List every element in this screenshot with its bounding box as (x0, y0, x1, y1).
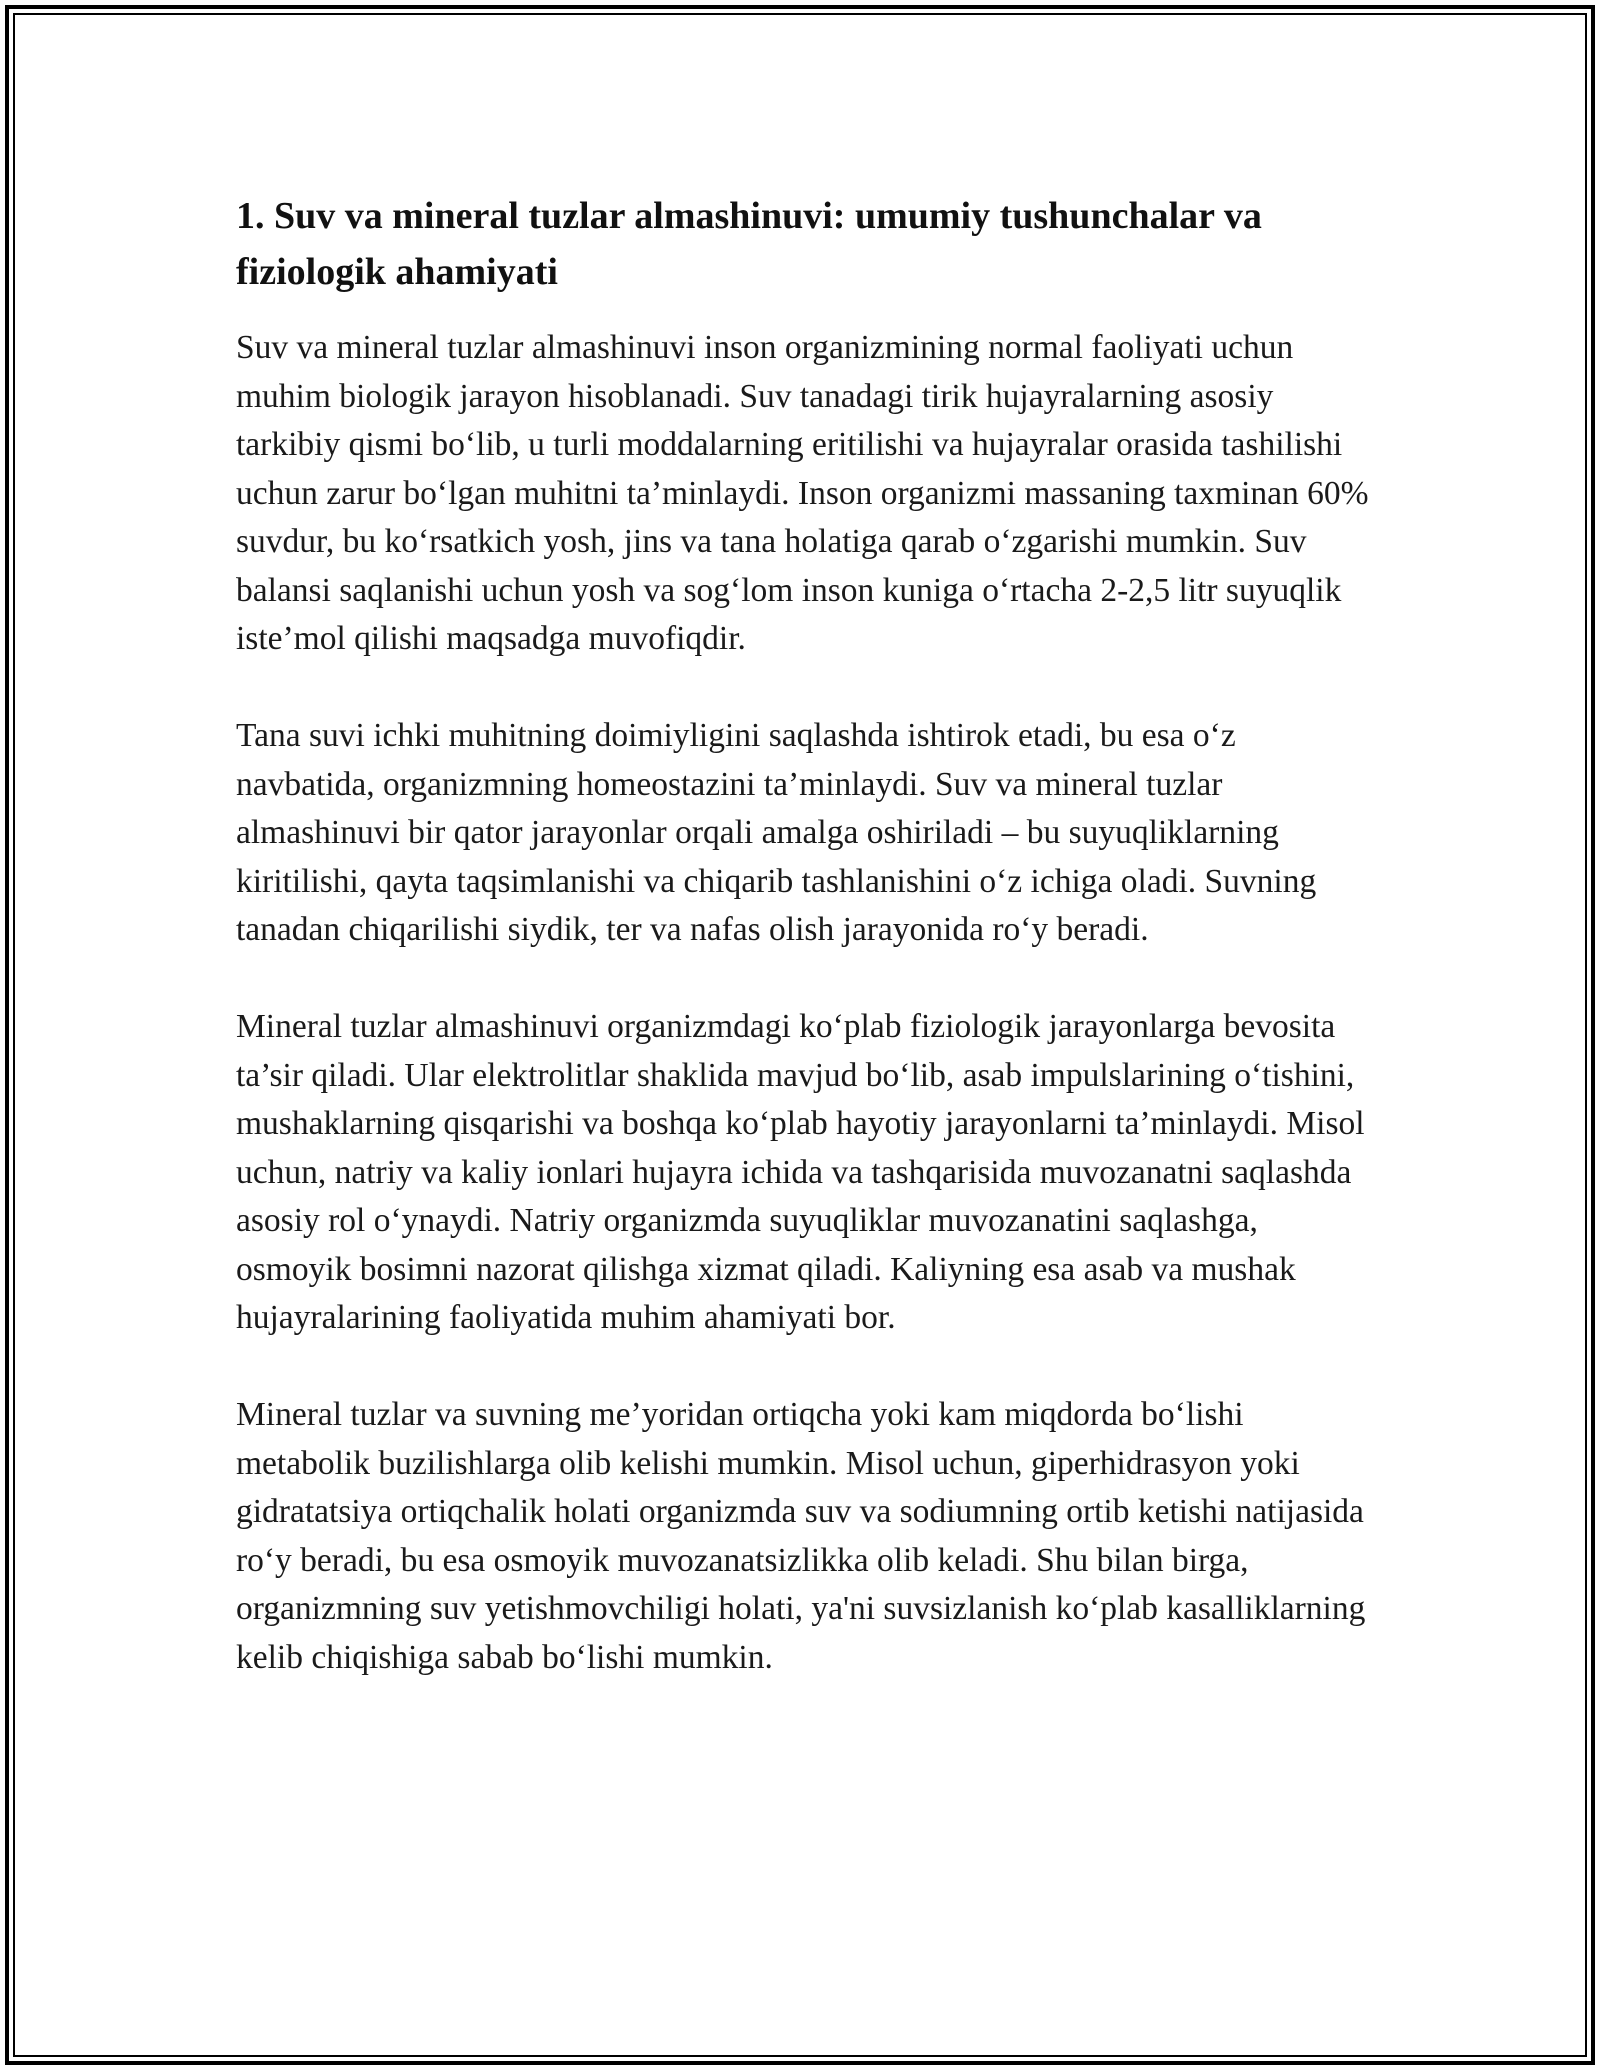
section-heading: 1. Suv va mineral tuzlar almashinuvi: umumiy tushunchalar va fiziologik ahamiyati (236, 195, 1262, 293)
paragraph-4: Mineral tuzlar va suvning me’yoridan ortiqcha yoki kam miqdorda bo‘lishi metabolik buzilishlarga olib kelishi mumkin. Misol uchun, giperhidrasyon yoki gidratatsiya ortiqchalik holati organizmda suv va sodiumning ortib ketishi natijasida ro‘y beradi, bu esa osmoyik muvozanatsizlikka olib keladi. Shu bilan birga, organizmning suv yetishmovchiligi holati, ya'ni suvsizlanish ko‘plab kasalliklarning kelib chiqishiga sabab bo‘lishi mumkin. (236, 1396, 1366, 1676)
document-body (236, 188, 1376, 1731)
paragraph-1: Suv va mineral tuzlar almashinuvi inson organizmining normal faoliyati uchun muhim biologik jarayon hisoblanadi. Suv tanadagi tirik hujayralarning asosiy tarkibiy qismi bo‘lib, u turli moddalarning eritilishi va hujayralar orasida tashilishi uchun zarur bo‘lgan muhitni ta’minlaydi. Inson organizmi massaning taxminan 60% suvdur, bu ko‘rsatkich yosh, jins va tana holatiga qarab o‘zgarishi mumkin. Suv balansi saqlanishi uchun yosh va sog‘lom inson kuniga o‘rtacha 2-2,5 litr suyuqlik iste’mol qilishi maqsadga muvofiqdir. (236, 329, 1369, 657)
paragraph-3: Mineral tuzlar almashinuvi organizmdagi ko‘plab fiziologik jarayonlarga bevosita ta’sir qiladi. Ular elektrolitlar shaklida mavjud bo‘lib, asab impulslarining o‘tishini, mushaklarning qisqarishi va boshqa ko‘plab hayotiy jarayonlarni ta’minlaydi. Misol uchun, natriy va kaliy ionlari hujayra ichida va tashqarisida muvozanatni saqlashda asosiy rol o‘ynaydi. Natriy organizmda suyuqliklar muvozanatini saqlashga, osmoyik bosimni nazorat qilishga xizmat qiladi. Kaliyning esa asab va mushak hujayralarining faoliyatida muhim ahamiyati bor. (236, 1008, 1365, 1336)
paragraph-2: Tana suvi ichki muhitning doimiyligini saqlashda ishtirok etadi, bu esa o‘z navbatida, organizmning homeostazini ta’minlaydi. Suv va mineral tuzlar almashinuvi bir qator jarayonlar orqali amalga oshiriladi – bu suyuqliklarning kiritilishi, qayta taqsimlanishi va chiqarib tashlanishini o‘z ichiga oladi. Suvning tanadan chiqarilishi siydik, ter va nafas olish jarayonida ro‘y beradi. (236, 717, 1317, 948)
